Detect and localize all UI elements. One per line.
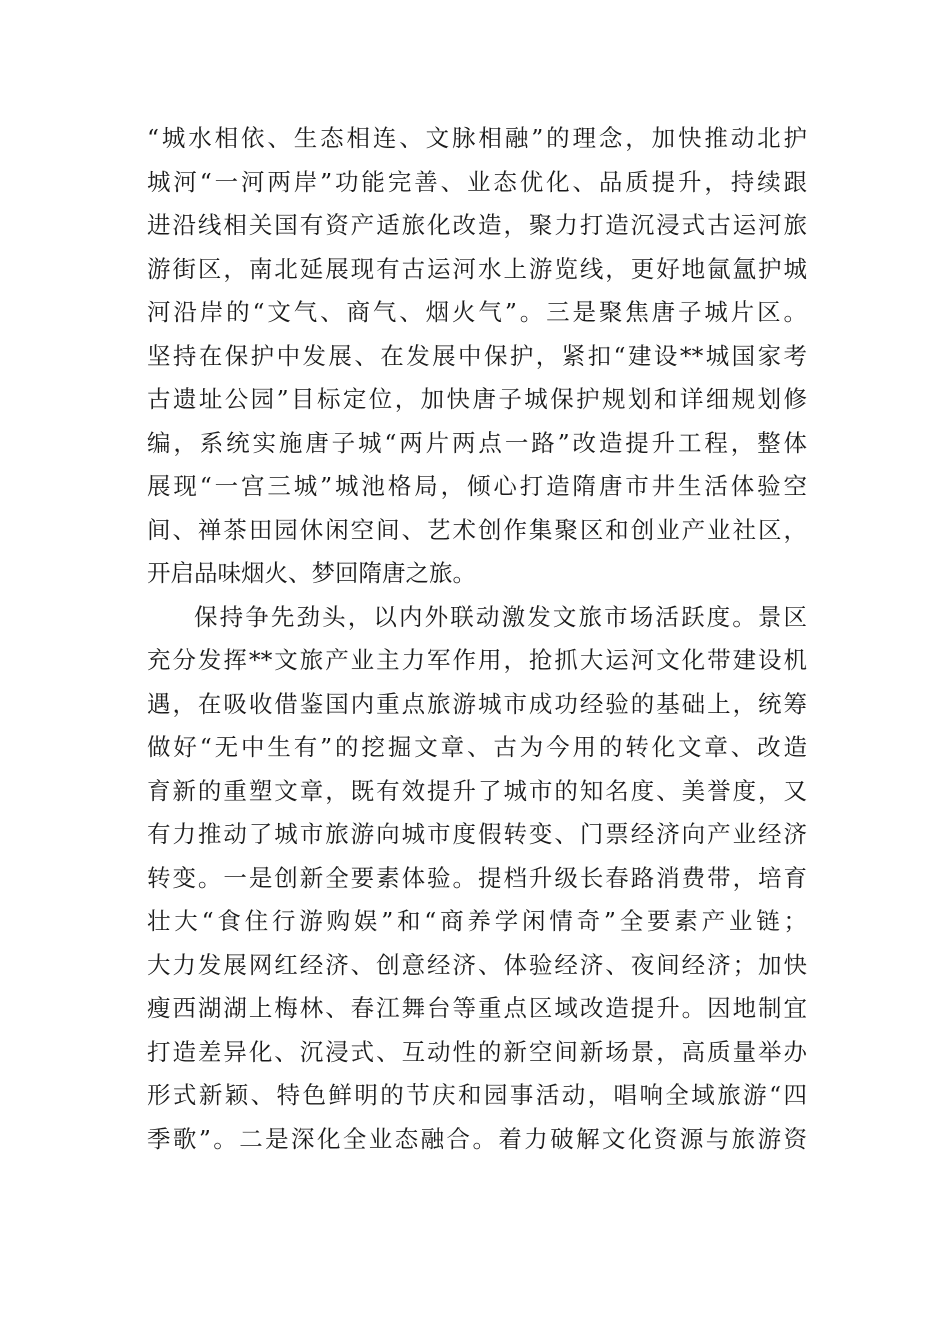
paragraph-first-line: 保持争先劲头，以内外联动激发文旅市场活跃度。景区 [194,602,807,631]
text-line: 育新的重塑文章，既有效提升了城市的知名度、美誉度，又 [147,776,807,805]
text-line: 有力推动了城市旅游向城市度假转变、门票经济向产业经济 [147,820,807,848]
text-line: 壮大“食住行游购娱”和“商养学闲情奇”全要素产业链； [147,907,807,935]
text-line: 瘦西湖湖上梅林、春江舞台等重点区域改造提升。因地制宜 [147,994,807,1022]
text-line: 开启品味烟火、梦回隋唐之旅。 [147,559,476,587]
text-line: 河沿岸的“文气、商气、烟火气”。三是聚焦唐子城片区。 [147,298,807,326]
text-line: 编，系统实施唐子城“两片两点一路”改造提升工程，整体 [147,428,807,457]
text-line: 形式新颖、特色鲜明的节庆和园事活动，唱响全域旅游“四 [147,1081,807,1109]
body-text [147,117,807,1161]
text-line: 做好“无中生有”的挖掘文章、古为今用的转化文章、改造 [147,733,807,761]
text-line: 进沿线相关国有资产适旅化改造，聚力打造沉浸式古运河旅 [147,211,807,239]
text-line: 季歌”。二是深化全业态融合。着力破解文化资源与旅游资 [147,1124,807,1153]
text-line: 城河“一河两岸”功能完善、业态优化、品质提升，持续跟 [147,167,807,196]
text-line: 大力发展网红经济、创意经济、体验经济、夜间经济；加快 [147,950,807,979]
text-line: 间、禅茶田园休闲空间、艺术创作集聚区和创业产业社区， [147,515,807,544]
text-line: 充分发挥**文旅产业主力军作用，抢抓大运河文化带建设机 [147,646,807,674]
text-line: 转变。一是创新全要素体验。提档升级长春路消费带，培育 [147,863,807,892]
text-line: “城水相依、生态相连、文脉相融”的理念，加快推动北护 [147,124,807,152]
text-line: 古遗址公园”目标定位，加快唐子城保护规划和详细规划修 [147,385,807,413]
text-line: 打造差异化、沉浸式、互动性的新空间新场景，高质量举办 [147,1037,807,1066]
text-line: 遇，在吸收借鉴国内重点旅游城市成功经验的基础上，统筹 [147,689,807,718]
text-line: 游街区，南北延展现有古运河水上游览线，更好地氤氲护城 [147,254,807,283]
text-line: 展现“一宫三城”城池格局，倾心打造隋唐市井生活体验空 [147,472,807,500]
text-line: 坚持在保护中发展、在发展中保护，紧扣“建设**城国家考 [147,341,807,370]
